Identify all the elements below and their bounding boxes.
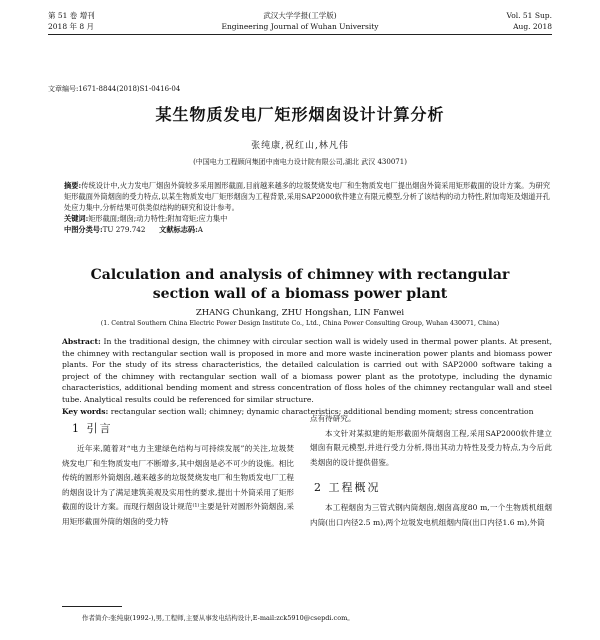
en-title: Calculation and analysis of chimney with rectangular section wall of a biomass power plant bbox=[90, 267, 510, 302]
en-abstract-block bbox=[62, 336, 552, 417]
author-footnote: 作者简介:张纯康(1992-),男,工程师,主要从事发电结构设计,E-mail:zck5910@csepdi.com。 bbox=[82, 614, 354, 622]
header-rule bbox=[48, 34, 552, 35]
cn-abstract-block bbox=[64, 180, 550, 235]
article-number: 文章编号:1671-8844(2018)S1-0416-04 bbox=[48, 85, 181, 93]
cn-title: 某生物质发电厂矩形烟囱设计计算分析 bbox=[155, 105, 445, 124]
header-volume: 第 51 卷 增刊 2018 年 8 月 bbox=[48, 11, 95, 31]
cn-classification: 中图分类号:TU 279.742 文献标志码:A bbox=[64, 225, 203, 234]
en-authors: ZHANG Chunkang, ZHU Hongshan, LIN Fanwei bbox=[195, 308, 405, 318]
en-keywords: Key words: rectangular section wall; chimney; dynamic characteristics; additional bending moment; stress concentration bbox=[62, 406, 534, 416]
body-paragraph: 本工程烟囱为三管式钢内筒烟囱,烟囱高度80 m,一个生物质机组烟内筒(出口内径2.5 m),两个垃圾发电机组烟内筒(出口内径1.6 m),外筒 bbox=[310, 503, 552, 527]
body-paragraph: 点有待研究。 bbox=[310, 414, 356, 423]
body-left-column bbox=[62, 412, 294, 530]
en-affiliation: (1. Central Southern China Electric Power Design Institute Co., Ltd., China Power Consulting Group, Wuhan 430071, China) bbox=[100, 320, 500, 327]
cn-authors: 张纯康,祝红山,林凡伟 bbox=[251, 141, 349, 151]
body-right-column bbox=[310, 412, 552, 531]
body-paragraph: 近年来,随着对“电力主建绿色结构与可持续发展”的关注,垃圾焚烧发电厂和生物质发电厂不断增多,其中烟囱是必不可少的设施。相比传统的圆形外筒烟囱,越来越多的垃圾焚烧发电厂和生物质发电厂工程的烟囱设计为了满足建筑美观及实用性的要求,提出十外筒采用了矩形截面的设计方案。而现行烟囱设计规范⁽¹⁾主要是针对圆形外筒烟囱,采用矩形截面外筒的烟囱的受力特 bbox=[62, 444, 294, 526]
cn-keywords: 关键词:矩形截面;烟囱;动力特性;附加弯矩;应力集中 bbox=[64, 214, 228, 223]
section-heading-overview: 2 工程概况 bbox=[314, 481, 381, 495]
footnote-rule bbox=[62, 606, 122, 607]
section-heading-intro: 1 引言 bbox=[72, 422, 113, 435]
cn-abstract: 摘要:传统设计中,火力发电厂烟囱外筒较多采用圆形截面,目前越来越多的垃圾焚烧发电厂和生物质发电厂提出烟囱外筒采用矩形截面的设计方案。为研究矩形截面外筒烟囱的受力特点,以某生物质发电厂矩形烟囱为工程背景,采用SAP2000软件建立有限元模型,分析了该结构的动力特性,附加弯矩及烟道开孔处应力集中,分析结果可供类似结构的研究和设计参考。 bbox=[64, 181, 551, 212]
header-volume-en: Vol. 51 Sup. Aug. 2018 bbox=[506, 11, 552, 31]
en-abstract: Abstract: In the traditional design, the chimney with circular section wall is widely used in thermal power plants. At present, the chimney with rectangular section wall is proposed in more and more waste incineration power plants and biomass power plants. For the study of its stress characteristics, the detailed calculation is carried out with SAP2000 software taking a project of the chimney with rectangular section wall of a biomass power plant as the prototype, including the dynamic characteristics, additional bending moment and stress concentration of floss holes of the chimney rectangular wall and steel tube. Analytical results could be referenced for similar structure. bbox=[62, 337, 552, 404]
cn-affiliation: (中国电力工程顾问集团中南电力设计院有限公司,湖北 武汉 430071) bbox=[193, 158, 407, 166]
running-header bbox=[48, 10, 552, 40]
body-paragraph: 本文针对某拟建的矩形截面外筒烟囱工程,采用SAP2000软件建立烟囱有限元模型,并进行受力分析,得出其动力特性及受力特点,为今后此类烟囱的设计提供借鉴。 bbox=[310, 428, 552, 467]
header-journal: 武汉大学学报(工学版) Engineering Journal of Wuhan University bbox=[221, 11, 379, 31]
